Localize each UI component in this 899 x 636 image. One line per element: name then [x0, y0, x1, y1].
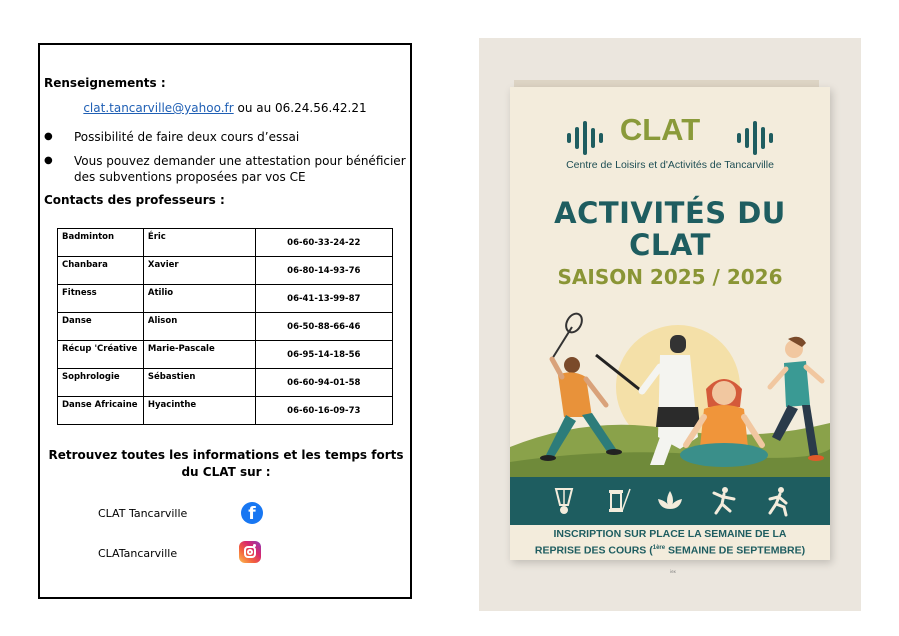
table-row	[58, 285, 393, 313]
thread-spool-icon	[600, 485, 632, 517]
footer-text: REPRISE DES COURS (	[534, 544, 653, 557]
activity-cell: Badminton	[58, 229, 144, 257]
table-row	[58, 229, 393, 257]
poster-tiny-mark: iex	[670, 569, 676, 574]
professor-name-cell: Alison	[143, 313, 255, 341]
instagram-label: CLATancarville	[98, 547, 178, 560]
phone-cell: 06-41-13-99-87	[255, 285, 392, 313]
activity-icon-band	[510, 477, 830, 525]
activity-cell: Sophrologie	[58, 369, 144, 397]
activity-cell: Danse Africaine	[58, 397, 144, 425]
activity-cell: Danse	[58, 313, 144, 341]
social-intro-text: Retrouvez toutes les informations et les temps forts du CLAT sur :	[48, 448, 404, 479]
poster-title-line-2: CLAT	[629, 228, 711, 262]
phone-cell: 06-95-14-18-56	[255, 341, 392, 369]
logo-subtitle: Centre de Loisirs et d'Activités de Tancarville	[566, 159, 774, 171]
phone-cell: 06-60-33-24-22	[255, 229, 392, 257]
poster-footer-line-1: INSCRIPTION SUR PLACE LA SEMAINE DE LA	[553, 528, 787, 540]
table-row	[58, 257, 393, 285]
sports-illustration	[510, 297, 830, 479]
activity-cell: Récup 'Créative	[58, 341, 144, 369]
contact-email-link[interactable]: clat.tancarville@yahoo.fr	[83, 101, 234, 115]
instagram-lens	[247, 549, 253, 555]
professor-name-cell: Xavier	[143, 257, 255, 285]
bullet-dot-icon: ●	[44, 155, 53, 166]
professor-name-cell: Éric	[143, 229, 255, 257]
instagram-icon[interactable]	[239, 541, 261, 563]
professor-name-cell: Sébastien	[143, 369, 255, 397]
lotus-icon	[654, 485, 686, 517]
contact-phone: ou au 06.24.56.42.21	[233, 101, 367, 115]
table-row	[58, 341, 393, 369]
activity-cell: Chanbara	[58, 257, 144, 285]
professor-name-cell: Atilio	[143, 285, 255, 313]
bullet-text: Vous pouvez demander une attestation pour bénéficier des subventions proposées par vos CE	[74, 154, 406, 184]
footer-text: SEMAINE DE SEPTEMBRE)	[665, 544, 806, 557]
table-row	[58, 397, 393, 425]
poster-season: SAISON 2025 / 2026	[557, 265, 783, 289]
shuttlecock-icon	[548, 485, 580, 517]
poster-footer-line-2	[510, 541, 830, 558]
poster-title	[510, 197, 830, 261]
phone-cell: 06-60-94-01-58	[255, 369, 392, 397]
professor-name-cell: Marie-Pascale	[143, 341, 255, 369]
profs-heading: Contacts des professeurs :	[44, 193, 225, 207]
bullet-dot-icon: ●	[44, 131, 53, 142]
info-panel	[38, 43, 412, 599]
contact-line	[40, 101, 410, 115]
professors-table	[57, 228, 393, 425]
activities-poster	[510, 87, 830, 574]
running-icon	[762, 485, 794, 517]
footer-sup: 1ère	[652, 545, 666, 551]
table-row	[58, 369, 393, 397]
phone-cell: 06-80-14-93-76	[255, 257, 392, 285]
poster-title-line-1: ACTIVITÉS DU	[554, 196, 786, 230]
facebook-icon[interactable]: f	[241, 502, 263, 524]
poster-footer	[510, 527, 830, 558]
dancer-icon	[708, 485, 740, 517]
professor-name-cell: Hyacinthe	[143, 397, 255, 425]
activity-cell: Fitness	[58, 285, 144, 313]
instagram-dot	[253, 544, 256, 547]
phone-cell: 06-50-88-66-46	[255, 313, 392, 341]
facebook-label: CLAT Tancarville	[98, 507, 188, 520]
bullet-text: Possibilité de faire deux cours d’essai	[74, 130, 300, 144]
phone-cell: 06-60-16-09-73	[255, 397, 392, 425]
table-row	[58, 313, 393, 341]
logo-title: CLAT	[619, 112, 701, 147]
renseignements-heading: Renseignements :	[44, 76, 166, 90]
